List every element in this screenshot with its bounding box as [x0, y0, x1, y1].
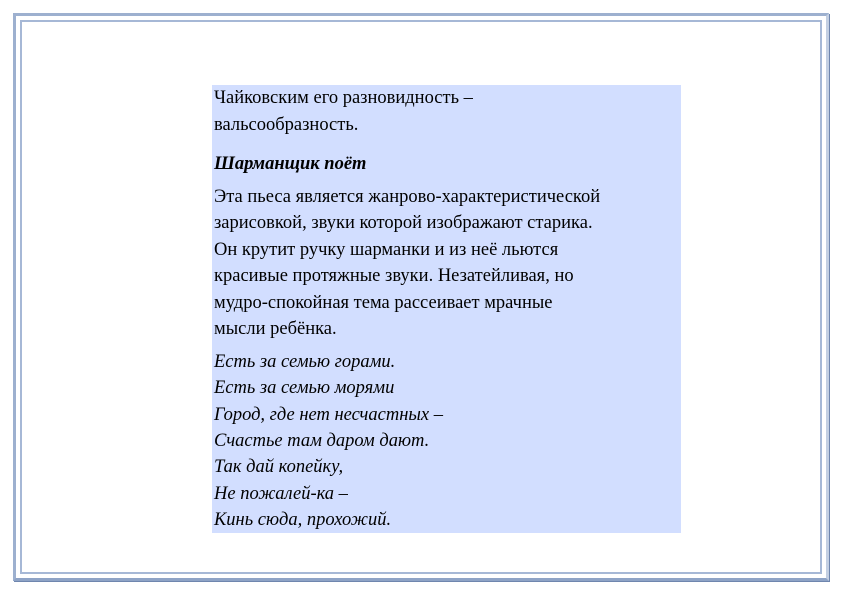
paragraph-line: красивые протяжные звуки. Незатейливая, но [214, 266, 574, 286]
verse-line: Есть за семью морями [214, 378, 395, 398]
intro-line: вальсообразность. [214, 115, 359, 135]
paragraph-line: Он крутит ручку шарманки и из неё льются [214, 240, 559, 260]
intro-line: Чайковским его разновидность – [214, 88, 473, 108]
section-heading: Шарманщик поёт [214, 154, 367, 174]
paragraph-line: мудро-спокойная тема рассеивает мрачные [214, 293, 553, 313]
paragraph-line: Эта пьеса является жанрово-характеристической [214, 187, 601, 207]
text-box [212, 85, 681, 533]
verse-line: Так дай копейку, [214, 457, 344, 477]
verse-line: Город, где нет несчастных – [214, 405, 444, 425]
verse-line: Счастье там даром дают. [214, 431, 430, 451]
verse-line: Кинь сюда, прохожий. [214, 510, 392, 530]
paragraph-line: мысли ребёнка. [214, 319, 337, 339]
verse-line: Есть за семью горами. [214, 352, 396, 372]
paragraph-line: зарисовкой, звуки которой изображают старика. [214, 213, 593, 233]
verse-line: Не пожалей-ка – [214, 484, 348, 504]
